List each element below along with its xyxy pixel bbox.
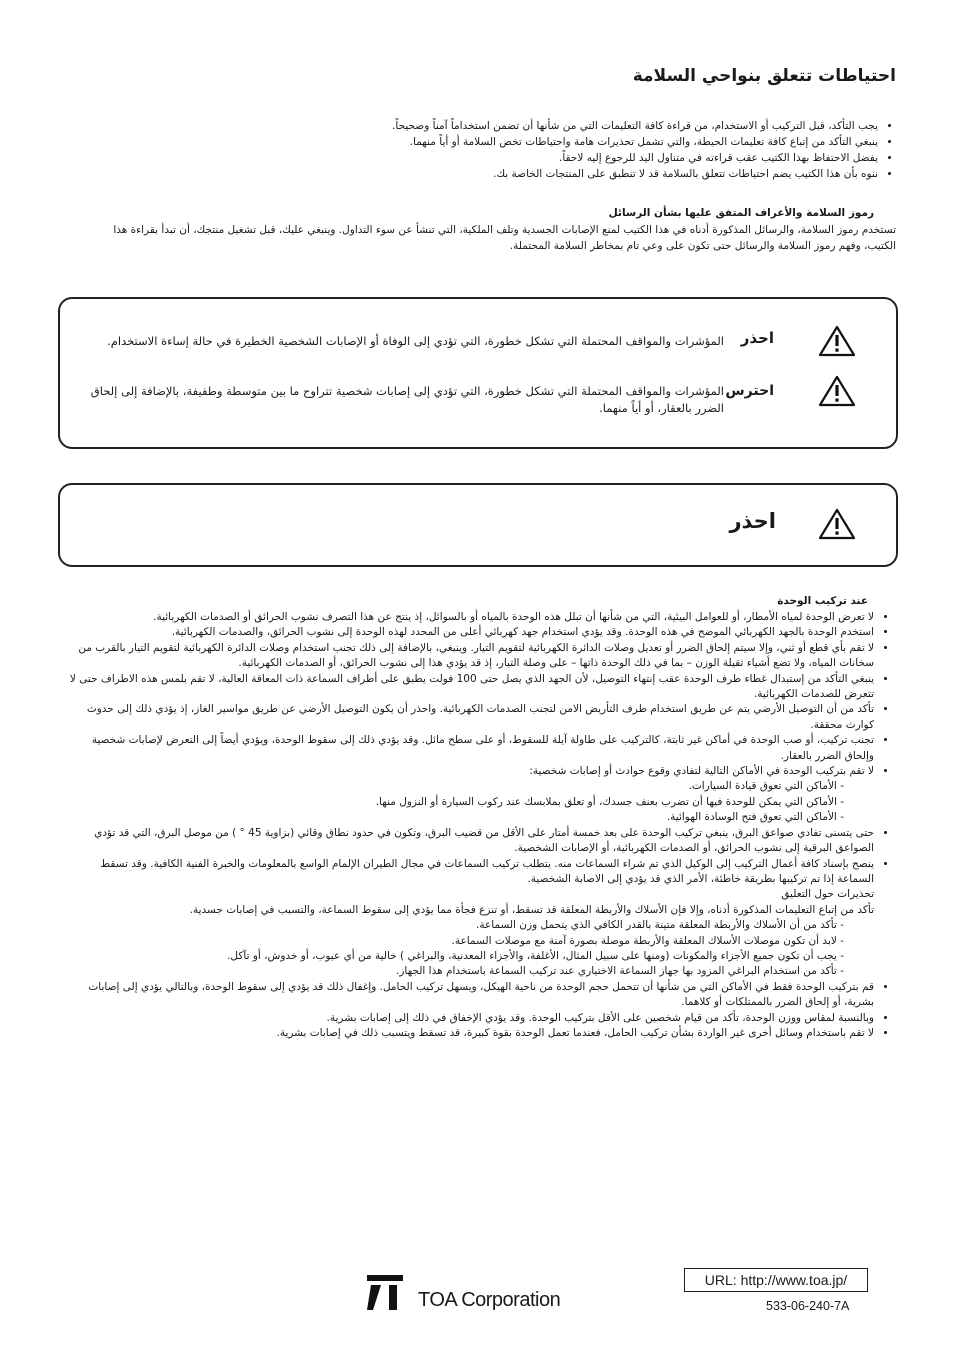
install-heading: عند تركيب الوحدة <box>777 595 868 607</box>
warning-box-label: احذر <box>729 509 776 533</box>
caution-description: المؤشرات والمواقف المحتملة التي تشكل خطورة، التي تؤدي إلى إصابات شخصية تتراوح ما بين متوسطة وطفيفة، بالإضافة إلى إلحاق الضرر بالعقار، أو أياً منهما. <box>90 384 724 415</box>
warning-description: المؤشرات والمواقف المحتملة التي تشكل خطورة، التي تؤدي إلى الوفاة أو الإصابات الشخصية الخطيرة في حالة إساءة الاستخدام. <box>107 334 724 348</box>
list-item: • لا تعرض الوحدة لمياه الأمطار، أو للعوامل البيئية، التي من شأنها أن تبلل هذه الوحدة بالمياه أو بالسوائل، إذ ينتج عن هذا التصرف نشوب الحرائق أو الصدمات الكهربائية. <box>64 610 874 625</box>
list-item: تحذيرات حول التعليق <box>781 888 874 901</box>
symbols-heading: رموز السلامة والأعراف المتفق عليها بشأن الرسائل <box>608 207 874 219</box>
warning-triangle-icon <box>818 508 856 540</box>
list-item-text: تأكد من إتباع التعليمات المذكورة أدناه، وإلا فإن الأسلاك والأربطة المعلقة قد تسقط، أو تنزع فجأة مما يؤدي إلى سقوط السماعة، والتسبب في إصابات جسدية. <box>189 903 874 916</box>
list-item: • استخدم الوحدة بالجهد الكهربائي الموضح في هذه الوحدة. وقد يؤدي استخدام جهد كهربائي أعلى من المحدد لهذه الوحدة إلى نشوب الحرائق، والصدمات الكهربائية. <box>64 625 874 640</box>
sub-list-item: - يجب أن تكون جميع الأجزاء والمكونات (ومنها على سبيل المثال، الأغلفة، والأجزاء المعدنية، والبراغي ) خالية من أي عيوب، أو خدوش، أو تآكل. <box>64 949 844 964</box>
url-box: URL: http://www.toa.jp/ <box>684 1268 868 1292</box>
list-item <box>64 903 874 980</box>
intro-bullet-list <box>78 118 896 182</box>
list-item: • ننوه بأن هذا الكتيب يضم احتياطات تتعلق بالسلامة قد لا تنطبق على المنتجات الخاصة بك. <box>78 166 878 182</box>
document-code: 533-06-240-7A <box>766 1299 850 1313</box>
sub-list-item: - تأكد من أن الأسلاك والأربطة المعلقة متينة بالقدر الكافي الذي يتحمل وزن السماعة. <box>64 918 844 933</box>
sub-list-item: - لابد أن تكون موصلات الأسلاك المعلقة والأربطة موصلة بصورة آمنة مع موصلات السماعة. <box>64 934 844 949</box>
sub-list-item: - الأماكن التي تعوق فتح الوسادة الهوائية. <box>64 810 844 825</box>
list-item: • ينصح بإسناد كافة أعمال التركيب إلى الوكيل الذي تم شراء السماعات منه. يتطلب تركيب السماعات في مجال الطيران الإلمام الواسع بالمعلومات والخبرة الفنية الكافية. وقد تسقط السماعة إذا تم تركيبها بطريقة خاطئة، الأمر الذي قد يؤدي إلى الاصابة الشخصية. <box>64 857 874 888</box>
caution-triangle-icon <box>818 375 856 407</box>
company-name: TOA Corporation <box>418 1289 561 1311</box>
warning-label: احذر <box>740 329 774 347</box>
sub-list-item: - الأماكن التي تعوق قيادة السيارات. <box>64 779 844 794</box>
list-item: • ينبغي التأكد من إتباع كافة تعليمات الحيطة، والتي تشمل تحذيرات هامة واحتياطات تخص السلامة أو أياً منهما. <box>78 134 878 150</box>
install-warnings-list <box>64 610 896 1041</box>
symbol-legend-box <box>58 297 898 449</box>
list-item: • تجنب تركيب، أو صب الوحدة في أماكن غير ثابتة، كالتركيب على طاولة آيلة للسقوط، أو على سطح مائل. وقد يؤدي ذلك إلى سقوط الوحدة، ويؤدي أيضاً إلى التعرض لإصابات شخصية وإلحاق الضرر بالعقار. <box>64 733 874 764</box>
list-item: • ينبغي التأكد من إستبدال غطاء طرف الوحدة عقب إنتهاء التوصيل، لأن الجهد الذي يصل حتى 100 فولت يطبق على أطراف السماعة ذات المعاقة العالية، لا تقم بلمس هذه الاطراف حتى لا تتعرض للصدمات الكهربائية. <box>64 672 874 703</box>
sub-list <box>64 779 874 825</box>
list-item: • قم بتركيب الوحدة فقط في الأماكن التي من شأنها أن تتحمل حجم الوحدة من ناحية الهيكل، ويسهل تركيب الحامل. وإغفال ذلك قد يؤدي إلى سقوط الوحدة، وبالتالي يؤدي إلى إصابات بشرية، أو إلحاق الضرر بالممتلكات أو كلاهما. <box>64 980 874 1011</box>
list-item: • لا تقم باستخدام وسائل أخرى غير الواردة بشأن تركيب الحامل، فعندما تعمل الوحدة بقوة كبيرة، قد تسقط ويتسبب ذلك في إصابات بشرية. <box>64 1026 874 1041</box>
caution-label: احترس <box>725 383 774 399</box>
warning-triangle-icon <box>818 325 856 357</box>
list-item: • وبالنسبة لمقاس ووزن الوحدة، تأكد من قيام شخصين على الأقل بتركيب الوحدة. وقد يؤدي الإخفاق في ذلك إلى إصابات بشرية. <box>64 1011 874 1026</box>
warning-box <box>58 483 898 567</box>
list-item <box>64 764 874 826</box>
symbols-paragraph: تستخدم رموز السلامة، والرسائل المذكورة أدناه في هذا الكتيب لمنع الإصابات الجسدية وتلف الملكية، التي تنشأ عن سوء التداول. وينبغي عليك، قبل تشغيل منتجك، أن تبدأ بقراءة هذا الكتيب، وفهم رموز السلامة والرسائل حتى تكون على وعي تام بمخاطر السلامة المحتملة. <box>113 224 896 252</box>
list-item: • لا تقم بأي قطع أو ثني، وإلا سيتم إلحاق الضرر أو تعديل وصلات الدائرة الكهربائية لتقويم التيار. وينبغي، بالإضافة إلى ذلك تجنب استخدام وصلات الدائرة الكهربائية لتقويم التيار بالقرب من سخانات المياه، ولا تضع أشياء ثقيلة الوزن – بما في ذلك الوحدة ذاتها – على وصلة التيار، إذ قد يؤدي هذا إلى نشوب الحرائق، أو الصدمات الكهربائية. <box>64 641 874 672</box>
list-item: • تأكد من أن التوصيل الأرضي يتم عن طريق استخدام طرف التأريض الامن لتجنب الصدمات الكهربائية. واحذر أن يكون التوصيل الأرضي عن طريق مواسير الغاز، إذ يؤدي ذلك إلى حدوث كوارث محققة. <box>64 702 874 733</box>
sub-list-item: - تأكد من استخدام البراغي المزود بها جهاز السماعة الاختياري عند تركيب السماعة باستخدام هذا الجهاز. <box>64 964 844 979</box>
list-item: • حتى يتسنى تفادي صواعق البرق، ينبغي تركيب الوحدة على بعد خمسة أمتار على الأقل من قضيب البرق، وتكون في حدود نطاق وقائي (بزاوية 45 ° ) من موصل البرق، التي قد تؤدي الصواعق البرقية إلى نشوب الحرائق، أو الصدمات الكهربائية، أو الإصابات الشخصية. <box>64 826 874 857</box>
list-item-text: لا تقم بتركيب الوحدة في الأماكن التالية لتفادي وقوع حوادث أو إصابات شخصية: <box>529 765 874 778</box>
sub-list <box>64 918 874 980</box>
sub-list-item: - الأماكن التي يمكن للوحدة فيها أن تضرب بعنف جسدك، أو تعلق بملابسك عند ركوب السيارة أو النزول منها. <box>64 795 844 810</box>
page-title: احتياطات تتعلق بنواحي السلامة <box>632 66 896 86</box>
list-item: • يفضل الاحتفاظ بهذا الكتيب عقب قراءته في متناول اليد للرجوع إليه لاحقاً. <box>78 150 878 166</box>
list-item: • يجب التأكد، قبل التركيب أو الاستخدام، من قراءة كافة التعليمات التي من شأنها أن تضمن استخداماً آمناً وصحيحاً. <box>78 118 878 134</box>
toa-logo-icon <box>367 1275 407 1311</box>
